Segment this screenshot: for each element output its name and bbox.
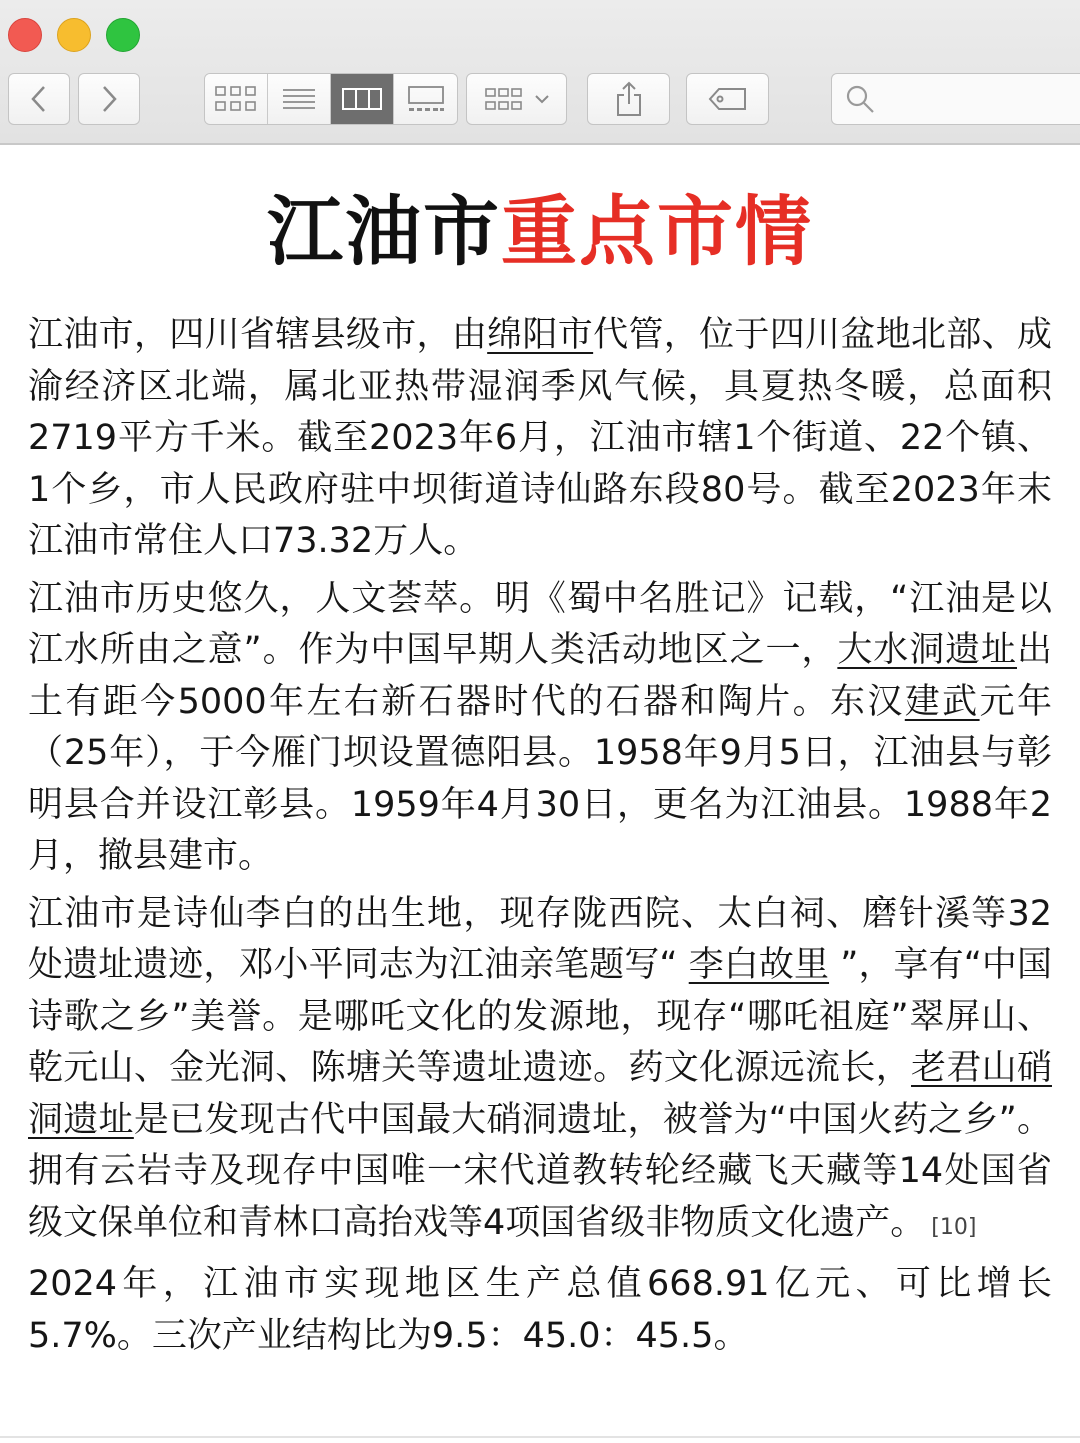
tag-icon bbox=[707, 86, 749, 112]
text-span: 江油市是诗仙李白的出生地，现存陇西院、太白祠、磨针溪等32处遗址遗迹，邓小平同志为江油亲笔题写“ bbox=[28, 893, 1052, 985]
chevron-left-icon bbox=[29, 84, 49, 114]
grid-view-icon bbox=[214, 85, 258, 113]
group-by-button[interactable] bbox=[466, 73, 567, 125]
close-window-button[interactable] bbox=[8, 18, 42, 52]
grid-view-button[interactable] bbox=[205, 74, 268, 124]
share-icon bbox=[614, 80, 644, 118]
list-view-icon bbox=[281, 86, 317, 112]
column-view-icon bbox=[341, 86, 383, 112]
minimize-window-button[interactable] bbox=[57, 18, 91, 52]
text-span: 代管，位于四川盆地北部、成渝经济区北端，属北亚热带湿润季风气候，具夏热冬暖，总面积2719平方千米。截至2023年6月，江油市辖1个街道、22个镇、1个乡，市人民政府驻中坝街道诗仙路东段80号。截至2023年末江油市常住人口73.32万人。 bbox=[28, 315, 1052, 561]
column-view-button[interactable] bbox=[331, 74, 394, 124]
citation-reference[interactable]: [10] bbox=[931, 1214, 977, 1240]
edit-tags-button[interactable] bbox=[686, 73, 769, 125]
article-body bbox=[28, 310, 1052, 1362]
share-button[interactable] bbox=[587, 73, 670, 125]
page-title bbox=[0, 186, 1080, 278]
view-mode-segmented-control bbox=[204, 73, 458, 125]
text-span: 2024年，江油市实现地区生产总值668.91亿元、可比增长5.7%。三次产业结构比为9.5：45.0：45.5。 bbox=[28, 1264, 1052, 1356]
text-span: 是已发现古代中国最大硝洞遗址，被誉为“中国火药之乡”。拥有云岩寺及现存中国唯一宋代道教转轮经藏飞天藏等14处国省级文保单位和青林口高抬戏等4项国省级非物质文化遗产。 bbox=[28, 1099, 1052, 1243]
group-by-icon bbox=[484, 86, 524, 112]
paragraph-economy bbox=[28, 1259, 1052, 1362]
zoom-window-button[interactable] bbox=[106, 18, 140, 52]
link-dashuidong-site[interactable]: 大水洞遗址 bbox=[837, 630, 1017, 670]
title-red-part: 重点市情 bbox=[501, 187, 813, 276]
link-jianwu[interactable]: 建武 bbox=[904, 681, 980, 722]
gallery-view-button[interactable] bbox=[394, 74, 457, 124]
search-field[interactable] bbox=[831, 73, 1080, 125]
paragraph-culture bbox=[28, 889, 1052, 1254]
paragraph-history bbox=[28, 574, 1052, 883]
paragraph-overview bbox=[28, 310, 1052, 568]
gallery-view-icon bbox=[405, 85, 447, 113]
chevron-down-icon bbox=[534, 94, 550, 104]
chevron-right-icon bbox=[99, 84, 119, 114]
text-span: 出土有距今5000年左右新石器时代的石器和陶片。东汉 bbox=[28, 630, 1052, 722]
list-view-button[interactable] bbox=[268, 74, 331, 124]
title-black-part: 江油市 bbox=[267, 187, 501, 276]
search-icon bbox=[844, 83, 876, 115]
text-span: 江油市历史悠久，人文荟萃。明《蜀中名胜记》记载，“江油是以江水所由之意”。作为中国早期人类活动地区之一， bbox=[28, 578, 1052, 670]
text-span: 江油市，四川省辖县级市，由 bbox=[28, 315, 488, 355]
back-button[interactable] bbox=[8, 73, 70, 125]
link-laojunshan-site[interactable]: 老君山硝洞遗址 bbox=[28, 1048, 1052, 1140]
text-span: ”，享有“中国诗歌之乡”美誉。是哪吒文化的发源地，现存“哪吒祖庭”翠屏山、乾元山、金光洞、陈塘关等遗址遗迹。药文化源远流长， bbox=[28, 945, 1052, 1088]
bottom-divider bbox=[0, 1436, 1080, 1438]
link-libai-hometown[interactable]: 李白故里 bbox=[688, 945, 830, 985]
text-span: 元年（25年），于今雁门坝设置德阳县。1958年9月5日，江油县与彰明县合并设江彰县。1959年4月30日，更名为江油县。1988年2月，撤县建市。 bbox=[28, 681, 1052, 876]
window-toolbar bbox=[0, 0, 1080, 145]
link-mianyang[interactable]: 绵阳市 bbox=[487, 315, 594, 355]
forward-button[interactable] bbox=[78, 73, 140, 125]
